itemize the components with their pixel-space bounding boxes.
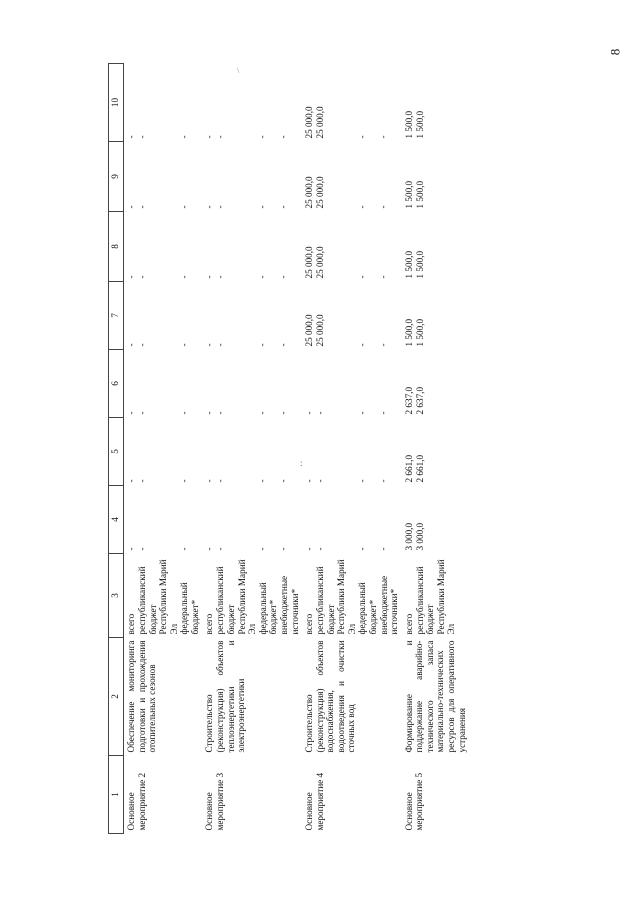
year-value-cell <box>124 142 203 212</box>
funding-value: - <box>357 205 368 209</box>
funding-value: 1 500,0 <box>414 318 425 347</box>
funding-value: - <box>179 275 189 279</box>
funding-source: всего <box>126 613 136 635</box>
funding-value: 25 000,0 <box>304 314 315 347</box>
funding-value: - <box>137 547 147 551</box>
column-number-header: 9 <box>109 142 124 212</box>
funding-value: - <box>179 411 189 415</box>
funding-value: - <box>378 547 389 551</box>
year-value-cell <box>124 418 203 486</box>
funding-value: 1 500,0 <box>403 318 414 347</box>
funding-source: республиканский бюджет Республики Марий Эл <box>137 559 179 635</box>
funding-value: - <box>204 275 215 279</box>
funding-value: - <box>378 479 389 483</box>
year-value-cell <box>302 418 402 486</box>
funding-value: - <box>126 343 136 347</box>
funding-value: 1 500,0 <box>403 110 414 139</box>
funding-value: - <box>179 479 189 483</box>
funding-value: 1 500,0 <box>414 180 425 209</box>
funding-value: 2 637,0 <box>414 386 425 415</box>
funding-value: - <box>278 275 289 279</box>
year-value-cell <box>124 212 203 282</box>
funding-value: - <box>315 411 326 415</box>
funding-source: всего <box>204 613 215 635</box>
column-number-header: 2 <box>109 638 124 756</box>
funding-value: - <box>278 135 289 139</box>
funding-value: - <box>278 205 289 209</box>
funding-value: - <box>378 205 389 209</box>
funding-value: - <box>215 205 226 209</box>
activity-name: Основное мероприятие 5 <box>403 772 425 831</box>
funding-value: 25 000,0 <box>304 176 315 209</box>
program-funding-table <box>108 63 469 834</box>
funding-value: - <box>126 205 136 209</box>
year-value-cell <box>124 350 203 418</box>
funding-source: федеральный бюджет* <box>179 582 200 635</box>
funding-value: - <box>215 479 226 483</box>
funding-value: - <box>378 135 389 139</box>
funding-sources <box>202 554 302 638</box>
activity-description: Строительство (реконструкция) объектов водоснабжения, водоотведения и очистки сточных вод <box>304 640 357 753</box>
funding-value: - <box>257 135 268 139</box>
year-value-cell <box>202 142 302 212</box>
funding-value: - <box>257 275 268 279</box>
funding-value: - <box>215 547 226 551</box>
funding-value: 2 661,0 <box>403 454 414 483</box>
activity-description: Строительство (реконструкция) объектов теплоэнергетики и электроэнергетики <box>204 640 247 753</box>
funding-value: - <box>304 547 315 551</box>
funding-value: 1 500,0 <box>403 180 414 209</box>
funding-value: - <box>204 411 215 415</box>
funding-value: - <box>126 547 136 551</box>
funding-value: - <box>278 343 289 347</box>
funding-value: 1 500,0 <box>414 110 425 139</box>
funding-source: республиканский бюджет Республики Марий Эл <box>315 559 357 635</box>
table-row <box>302 64 402 834</box>
funding-value: - <box>179 343 189 347</box>
table-row <box>202 64 302 834</box>
year-value-cell <box>302 282 402 350</box>
year-value-cell <box>402 418 469 486</box>
funding-value: - <box>204 343 215 347</box>
funding-value: 25 000,0 <box>304 246 315 279</box>
funding-value: - <box>278 479 289 483</box>
center-dot: : <box>300 458 303 468</box>
funding-value: - <box>215 343 226 347</box>
funding-value: - <box>204 479 215 483</box>
funding-value: - <box>357 547 368 551</box>
page-number: 8 <box>607 48 623 56</box>
funding-source: внебюджетные источники* <box>378 575 400 635</box>
stray-mark: \ <box>237 66 240 75</box>
funding-value: - <box>304 479 315 483</box>
funding-value: 2 637,0 <box>403 386 414 415</box>
funding-value: 3 000,0 <box>403 522 414 551</box>
funding-source: всего <box>304 613 315 635</box>
column-number-header: 8 <box>109 212 124 282</box>
funding-value: - <box>204 135 215 139</box>
funding-value: - <box>378 275 389 279</box>
funding-value: - <box>357 135 368 139</box>
funding-value: - <box>204 205 215 209</box>
funding-value: - <box>137 205 147 209</box>
year-value-cell <box>202 64 302 142</box>
funding-value: - <box>257 205 268 209</box>
activity-description: Обеспечение мониторинга подготовки и прохождения отопительных сезонов <box>126 640 158 753</box>
funding-value: - <box>126 411 136 415</box>
funding-value: - <box>204 547 215 551</box>
activity-name: Основное мероприятие 3 <box>204 772 226 831</box>
funding-value: - <box>179 205 189 209</box>
funding-sources <box>402 554 469 638</box>
funding-value: 2 661,0 <box>414 454 425 483</box>
rotated-table-container <box>108 64 538 834</box>
funding-value: - <box>278 547 289 551</box>
column-number-header: 6 <box>109 350 124 418</box>
year-value-cell <box>302 486 402 554</box>
year-value-cell <box>302 142 402 212</box>
activity-name: Основное мероприятие 4 <box>304 772 325 831</box>
funding-value: 1 500,0 <box>414 250 425 279</box>
year-value-cell <box>402 350 469 418</box>
funding-source: республиканский бюджет Республики Марий Эл <box>414 559 457 635</box>
funding-value: 25 000,0 <box>304 106 315 139</box>
funding-value: 25 000,0 <box>315 176 326 209</box>
funding-source: федеральный бюджет* <box>357 582 378 635</box>
column-number-header: 5 <box>109 418 124 486</box>
table-body <box>124 64 470 834</box>
year-value-cell <box>202 282 302 350</box>
funding-source: всего <box>403 613 414 635</box>
funding-value: - <box>257 479 268 483</box>
column-number-header: 10 <box>109 64 124 142</box>
funding-value: - <box>215 411 226 415</box>
funding-value: - <box>378 343 389 347</box>
funding-source: федеральный бюджет* <box>257 582 279 635</box>
activity-name: Основное мероприятие 2 <box>126 772 147 831</box>
table-row <box>402 64 469 834</box>
year-value-cell <box>202 418 302 486</box>
column-number-header: 1 <box>109 756 124 834</box>
funding-value: 3 000,0 <box>414 522 425 551</box>
funding-value: - <box>257 411 268 415</box>
column-number-header: 7 <box>109 282 124 350</box>
funding-value: 25 000,0 <box>315 246 326 279</box>
funding-sources <box>302 554 402 638</box>
funding-value: 25 000,0 <box>315 106 326 139</box>
funding-value: - <box>126 479 136 483</box>
funding-value: - <box>179 547 189 551</box>
funding-value: - <box>215 135 226 139</box>
funding-value: - <box>126 135 136 139</box>
funding-value: - <box>357 275 368 279</box>
column-number-header-row <box>109 64 124 834</box>
funding-value: - <box>304 411 315 415</box>
funding-value: - <box>257 547 268 551</box>
funding-value: - <box>357 411 368 415</box>
funding-value: - <box>378 411 389 415</box>
funding-value: - <box>126 275 136 279</box>
year-value-cell <box>124 486 203 554</box>
funding-value: - <box>137 479 147 483</box>
funding-value: - <box>137 275 147 279</box>
year-value-cell <box>124 64 203 142</box>
funding-source: республиканский бюджет Республики Марий Эл <box>215 559 258 635</box>
year-value-cell <box>202 350 302 418</box>
funding-value: 1 500,0 <box>403 250 414 279</box>
year-value-cell <box>302 350 402 418</box>
year-value-cell <box>402 486 469 554</box>
column-number-header: 4 <box>109 486 124 554</box>
activity-description: Формирование и поддержание аварийно-технического запаса материально-технических ресурсов для оперативного устранения <box>403 640 467 753</box>
funding-value: - <box>315 479 326 483</box>
year-value-cell <box>402 64 469 142</box>
funding-value: - <box>357 479 368 483</box>
year-value-cell <box>402 142 469 212</box>
year-value-cell <box>402 212 469 282</box>
funding-value: - <box>137 411 147 415</box>
year-value-cell <box>302 64 402 142</box>
year-value-cell <box>202 486 302 554</box>
funding-value: - <box>215 275 226 279</box>
table-row <box>124 64 203 834</box>
funding-value: - <box>278 411 289 415</box>
funding-value: - <box>357 343 368 347</box>
year-value-cell <box>124 282 203 350</box>
funding-value: - <box>137 135 147 139</box>
funding-value: - <box>179 135 189 139</box>
funding-value: 25 000,0 <box>315 314 326 347</box>
funding-value: - <box>137 343 147 347</box>
funding-source: внебюджетные источники* <box>278 575 300 635</box>
funding-value: - <box>257 343 268 347</box>
year-value-cell <box>202 212 302 282</box>
column-number-header: 3 <box>109 554 124 638</box>
year-value-cell <box>402 282 469 350</box>
year-value-cell <box>302 212 402 282</box>
funding-value: - <box>315 547 326 551</box>
funding-sources <box>124 554 203 638</box>
